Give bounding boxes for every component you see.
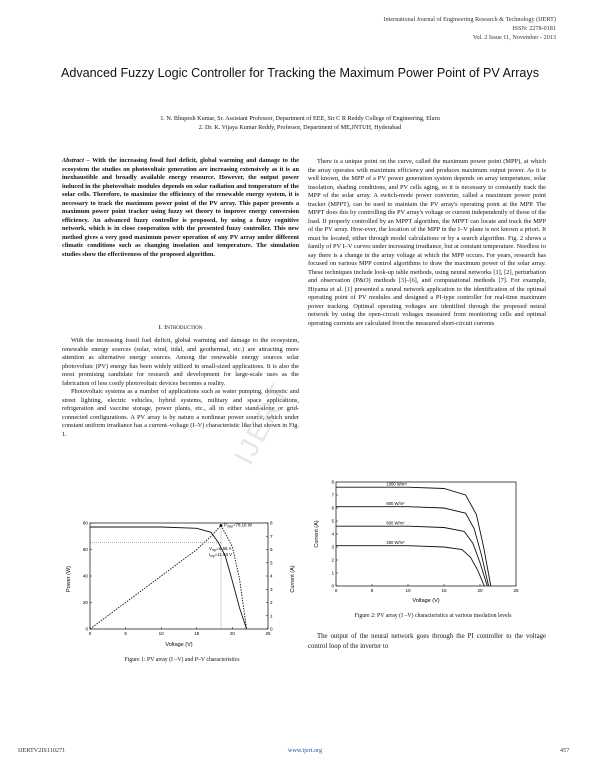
- figure-1-chart: [62, 515, 302, 650]
- y-tick-label: 2: [331, 557, 334, 563]
- intro-paragraph: Photovoltaic systems as a number of applications such as water pumping, domestic and street lighting, electric vehicles, hybrid systems, military and space applications, refrigeration and vaccine storage, power plants, etc., all in either stand-alone or grid-connected configurations. A PV array is by nature a nonlinear power source, which under constant uniform irradiance has a current–voltage (I–V) characteristic like that shown in Fig. 1.: [62, 388, 299, 438]
- y-right-tick-label: 2: [270, 600, 273, 606]
- y-left-tick-label: 80: [82, 520, 88, 526]
- y-tick-label: 3: [331, 544, 334, 550]
- footer-url[interactable]: www.ijert.org: [287, 747, 323, 754]
- right-body-2: [308, 632, 546, 651]
- y-tick-label: 0: [331, 583, 334, 589]
- journal-name: International Journal of Engineering Research & Technology (IJERT): [383, 16, 556, 23]
- right-body: [308, 158, 546, 328]
- y-right-tick-label: 1: [270, 613, 273, 619]
- x-tick-label: 25: [513, 588, 519, 593]
- y-tick-label: 6: [331, 505, 334, 511]
- y-left-tick-label: 20: [82, 600, 88, 606]
- y-tick-label: 1: [331, 570, 334, 576]
- section-number: I.: [158, 324, 163, 331]
- body-paragraph: The output of the neural network goes through the PI controller to the voltage control loop of the inverter to: [308, 633, 546, 650]
- y-right-tick-label: 7: [270, 533, 273, 539]
- x-tick-label: 5: [370, 588, 374, 593]
- abstract-label: Abstract: [62, 157, 84, 164]
- x-tick-label: 5: [124, 631, 127, 636]
- section-heading: [62, 324, 299, 331]
- x-label: Voltage (V): [412, 598, 440, 604]
- curve-label: 800 W/m²: [386, 501, 405, 507]
- section-title: Introduction: [164, 324, 203, 331]
- author-1: 1. N. Bhupesh Kumar, Sr. Assistant Professor, Department of EEE, Sir C R Reddy College of Engineering, Eluru: [160, 115, 440, 122]
- x-label: Voltage (V): [165, 642, 193, 648]
- x-tick-label: 0: [88, 631, 92, 636]
- y-right-tick-label: 3: [270, 586, 273, 592]
- vmp-label: $V_{mp}=6.55$ A: [209, 546, 232, 553]
- author-2: 2. Dr. K. Vijaya Kumar Reddy, Professor, Department of ME,JNTUH, Hyderabad: [198, 124, 402, 131]
- x-tick-label: 15: [194, 631, 200, 636]
- abstract: [62, 157, 299, 259]
- y-tick-label: 5: [331, 518, 334, 524]
- pmax-label: $P_{max}=78.16$ W: [224, 522, 252, 529]
- footer-page-number: 457: [560, 747, 570, 754]
- x-tick-label: 20: [477, 588, 483, 593]
- y-right-label: Current (A): [290, 565, 296, 593]
- journal-header: [384, 15, 556, 42]
- paper-title: Advanced Fuzzy Logic Controller for Tracking the Maximum Power Point of PV Arrays: [60, 66, 540, 80]
- y-tick-label: 8: [331, 479, 334, 485]
- y-right-tick-label: 0: [270, 626, 273, 632]
- watermark: IJERT: [228, 377, 297, 470]
- x-tick-label: 25: [265, 631, 271, 636]
- x-tick-label: 15: [441, 588, 447, 593]
- figure-2-chart: [308, 476, 558, 606]
- y-left-tick-label: 0: [85, 626, 88, 632]
- figure-2-caption: Figure 2: PV array (I –V) characteristics at various insolation levels: [354, 613, 512, 619]
- x-tick-label: 0: [334, 588, 338, 593]
- y-right-tick-label: 4: [270, 573, 273, 579]
- iv-curve: [336, 526, 487, 586]
- volume: Vol. 2 Issue 11, November - 2013: [472, 34, 556, 41]
- y-right-tick-label: 6: [270, 547, 273, 553]
- iv-curve: [336, 507, 489, 586]
- y-tick-label: 4: [331, 531, 334, 537]
- y-tick-label: 7: [331, 492, 334, 498]
- abstract-text: – With the increasing fossil fuel deficit, global warming and damage to the ecosystem the studies on photovoltaic generation are increasing extensively as it is an inexhaustible and broadly available energy resource. However, the output power induced in the photovoltaic modules depends on solar radiation and temperature of the solar cells. Therefore, to maximize the efficiency of the renewable energy system, it is necessary to track the maximum power point of the PV array. This paper presents a maximum power point tracker using fuzzy set theory to improve energy conversion efficiency. An advanced fuzzy controller is proposed, by using a fuzzy cognitive network, which is in close cooperation with the presented fuzzy controller. This new method gives a very good maximum power operation of any PV array under different climatic conditions such as changing insolation and temperature. The simulation studies show the effectiveness of the proposed algorithm.: [62, 157, 299, 258]
- y-left-tick-label: 60: [82, 547, 88, 553]
- x-tick-label: 20: [229, 631, 235, 636]
- curve-label: 1000 W/m²: [386, 481, 407, 487]
- y-left-tick-label: 40: [82, 573, 88, 579]
- power-curve: [90, 525, 247, 629]
- y-label: Current (A): [314, 520, 320, 548]
- imp-label: $I_{mp}=11.93$ V: [209, 552, 233, 559]
- footer-paper-id: IJERTV2IS110271: [18, 747, 66, 754]
- y-right-tick-label: 8: [270, 520, 273, 526]
- iv-curve: [336, 546, 484, 586]
- figure-1-caption: Figure 1: PV array (I –V) and P–V characteristics: [124, 657, 240, 663]
- x-tick-label: 10: [158, 631, 164, 636]
- intro-paragraph: With the increasing fossil fuel deficit, global warming and damage to the ecosystem, renewable energy sources (solar, wind, tidal, and geothermal, etc.) are attracting more attention as alternative energy sources. Among the renewable energy sources solar photovoltaic (PV) energy has been widely utilized in small-sized applications. It is also the most promising candidate for research and development for large-scale uses as the fabrication of less costly photovoltaic devices becomes a reality.: [62, 337, 299, 387]
- body-paragraph: There is a unique point on the curve, called the maximum power point (MPP), at which the array operates with maximum efficiency and produces maximum output power. As it is well known, the MPP of a PV power generation system depends on array temperature, solar insolation, shading conditions, and PV cells aging, so it is necessary to constantly track the MPP of the solar array. A switch-mode power converter, called a maximum power point tracker (MPPT), can be used to maintain the PV array's operating point at the MPP. The MPPT does this by controlling the PV array's voltage or current independently of those of the load. If properly controlled by an MPPT algorithm, the MPPT can locate and track the MPP of the PV array. How-ever, the location of the MPP in the I–V plane is not known a priori. It must be located, either through model calculations or by a search algorithm. Fig. 2 shows a family of PV I–V curves under increasing irradiance, but at constant temperature. Needless to say there is a change in the array voltage at which the MPP occurs. For years, research has focused on various MPP control algorithms to draw the maximum power of the solar array. These techniques include look-up table methods, using neural networks [1], [2], perturbation and observation (P&O) methods [3]–[6], and computational methods [7]. For example, Hiyama et al. [1] presented a neural network application to the identification of the optimal operating point of PV modules and designed a PI-type controller for real-time maximum power tracking. Optimal operating voltages are identified through the proposed neural network by using the open-circuit voltages measured from monitoring cells and optimal operating currents are calculated from the measured short-circuit currents: [308, 158, 546, 327]
- curve-label: 600 W/m²: [386, 520, 405, 526]
- issn: ISSN: 2278-0181: [512, 25, 556, 32]
- y-left-label: Power (W): [66, 566, 72, 592]
- curve-label: 400 W/m²: [386, 540, 405, 546]
- plot-frame: [336, 482, 516, 586]
- y-right-tick-label: 5: [270, 560, 273, 566]
- x-tick-label: 10: [405, 588, 411, 593]
